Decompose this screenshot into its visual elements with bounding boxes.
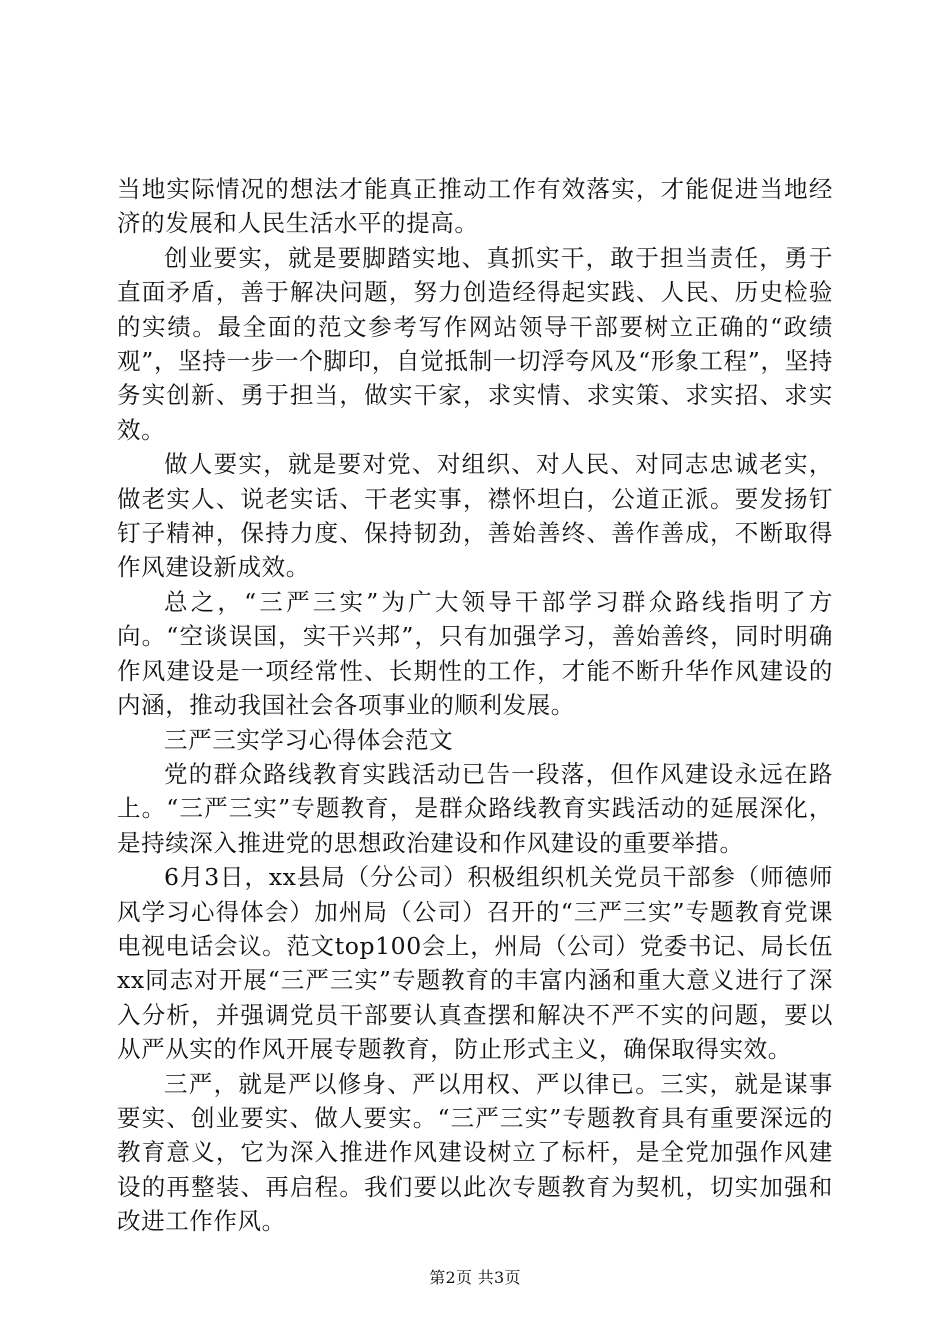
paragraph-2: 创业要实，就是要脚踏实地、真抓实干，敢于担当责任，勇于直面矛盾，善于解决问题，努力创造经得起实践、人民、历史检验的实绩。最全面的范文参考写作网站领导干部要树立正确的“政绩观”，坚持一步一个脚印，自觉抵制一切浮夸风及“形象工程”，坚持务实创新、勇于担当，做实干家，求实情、求实策、求实招、求实效。 <box>117 243 833 444</box>
paragraph-1: 当地实际情况的想法才能真正推动工作有效落实，才能促进当地经济的发展和人民生活水平的提高。 <box>117 175 833 238</box>
paragraph-3: 做人要实，就是要对党、对组织、对人民、对同志忠诚老实，做老实人、说老实话、干老实事，襟怀坦白，公道正派。要发扬钉钉子精神，保持力度、保持韧劲，善始善终、善作善成，不断取得作风建设新成效。 <box>117 450 833 582</box>
paragraph-5: 党的群众路线教育实践活动已告一段落，但作风建设永远在路上。“三严三实”专题教育，是群众路线教育实践活动的延展深化，是持续深入推进党的思想政治建设和作风建设的重要举措。 <box>117 759 833 857</box>
paragraph-4: 总之，“三严三实”为广大领导干部学习群众路线指明了方向。“空谈误国，实干兴邦”，只有加强学习，善始善终，同时明确作风建设是一项经常性、长期性的工作，才能不断升华作风建设的内涵，推动我国社会各项事业的顺利发展。 <box>117 587 833 720</box>
section-heading: 三严三实学习心得体会范文 <box>164 725 454 754</box>
document-body <box>117 172 833 1239</box>
paragraph-6: 6月3日，xx县局（分公司）积极组织机关党员干部参（师德师风学习心得体会）加州局（公司）召开的“三严三实”专题教育党课电视电话会议。范文top100会上，州局（公司）党委书记、局长伍xx同志对开展“三严三实”专题教育的丰富内涵和重大意义进行了深入分析，并强调党员干部要认真查摆和解决不严不实的问题，要以从严从实的作风开展专题教育，防止形式主义，确保取得实效。 <box>117 863 833 1064</box>
paragraph-7: 三严，就是严以修身、严以用权、严以律已。三实，就是谋事要实、创业要实、做人要实。“三严三实”专题教育具有重要深远的教育意义，它为深入推进作风建设树立了标杆，是全党加强作风建设的再整装、再启程。我们要以此次专题教育为契机，切实加强和改进工作作风。 <box>117 1069 833 1236</box>
page-number-footer: 第2页 共3页 <box>429 1268 521 1287</box>
